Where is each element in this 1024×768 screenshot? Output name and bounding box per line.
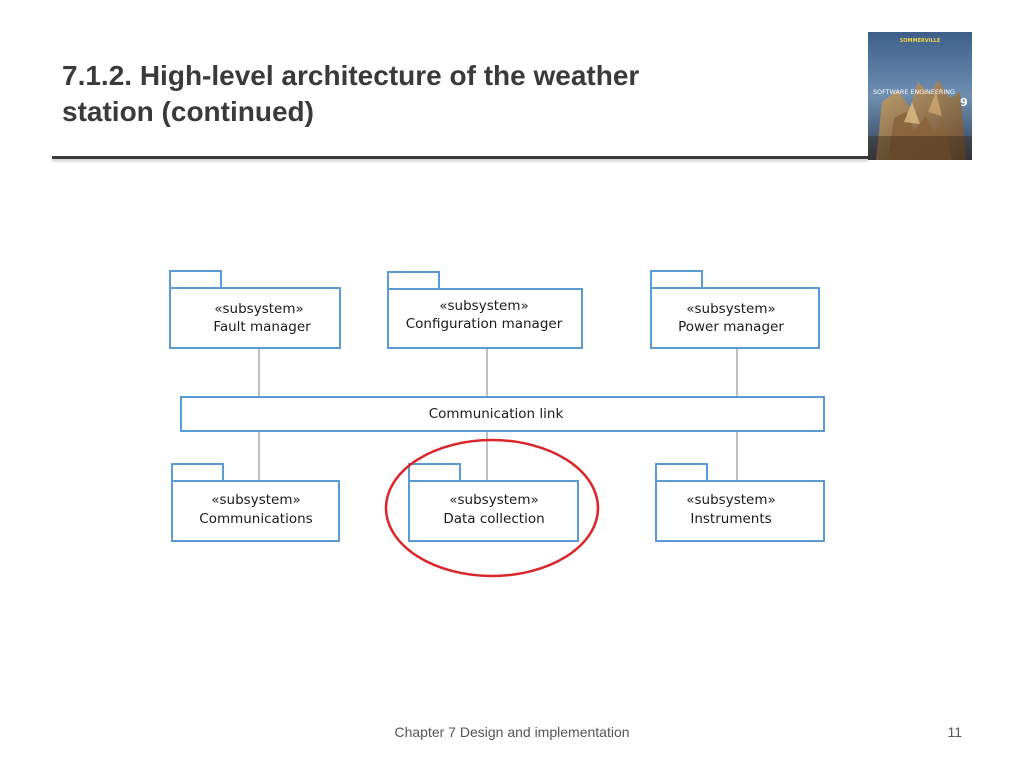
subsystem-data-collection — [409, 464, 578, 541]
subsystem-stereotype: «subsystem» — [686, 492, 776, 508]
book-cover-edition: 9 — [960, 96, 968, 109]
slide-title-line-1: 7.1.2. High-level architecture of the weather — [62, 60, 640, 91]
subsystem-name: Instruments — [690, 511, 772, 527]
subsystem-configuration-manager — [388, 272, 582, 348]
subsystem-name: Data collection — [443, 511, 545, 527]
subsystem-stereotype: «subsystem» — [686, 301, 776, 317]
subsystem-communications — [172, 464, 339, 541]
subsystem-stereotype: «subsystem» — [211, 492, 301, 508]
book-cover-title: SOFTWARE ENGINEERING — [873, 88, 955, 96]
page-number: 11 — [947, 724, 962, 740]
slide-title-line-2: station (continued) — [62, 96, 314, 127]
subsystem-name: Power manager — [678, 319, 784, 335]
subsystem-fault-manager — [170, 271, 340, 348]
subsystem-stereotype: «subsystem» — [439, 298, 529, 314]
subsystem-name: Communications — [199, 511, 313, 527]
book-cover-author: SOMMERVILLE — [899, 38, 941, 44]
subsystem-instruments — [656, 464, 824, 541]
package-tab — [656, 464, 707, 481]
bus-label: Communication link — [428, 406, 564, 422]
subsystem-stereotype: «subsystem» — [214, 301, 304, 317]
package-tab — [651, 271, 702, 288]
communication-link-bus — [181, 397, 824, 431]
slide-footer: Chapter 7 Design and implementation — [394, 724, 630, 740]
package-tab — [170, 271, 221, 288]
subsystem-name: Fault manager — [213, 319, 311, 335]
package-body — [651, 288, 819, 348]
package-tab — [388, 272, 439, 289]
package-tab — [409, 464, 460, 481]
subsystem-name: Configuration manager — [405, 316, 563, 332]
subsystem-stereotype: «subsystem» — [449, 492, 539, 508]
package-body — [170, 288, 340, 348]
subsystem-power-manager — [651, 271, 819, 348]
package-tab — [172, 464, 223, 481]
